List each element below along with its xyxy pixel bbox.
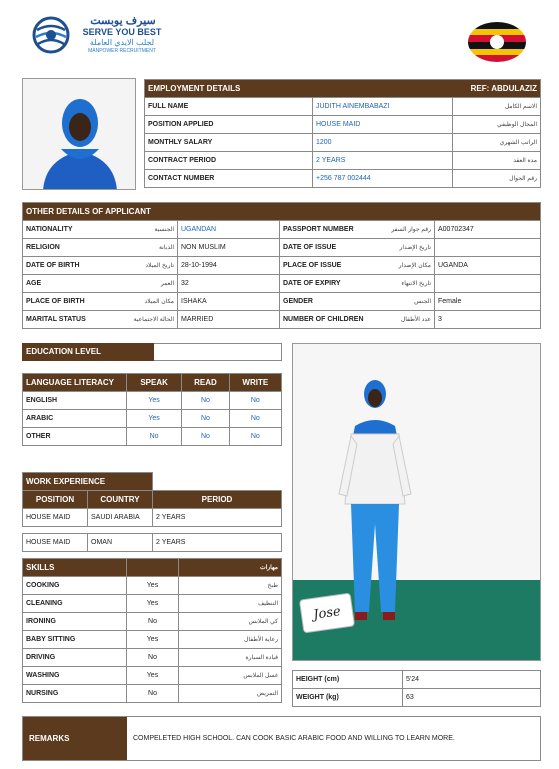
other-details-title: OTHER DETAILS OF APPLICANT [23,203,541,221]
remarks-text: COMPELETED HIGH SCHOOL. CAN COOK BASIC ARABIC FOOD AND WILLING TO LEARN MORE. [133,735,455,742]
globe-logo-icon [32,16,70,54]
table-row: HEIGHT (cm) 5'24 [293,671,541,689]
table-row: HOUSE MAID OMAN 2 YEARS [23,534,282,552]
skills-title: SKILLS [23,559,127,577]
table-row: HOUSE MAID SAUDI ARABIA 2 YEARS [23,509,282,527]
remarks-label: REMARKS [23,717,127,760]
table-row: NATIONALITY الجنسية UGANDAN PASSPORT NUMBER رقم جواز السفر A00702347 [23,221,541,239]
work-experience-table: WORK EXPERIENCE POSITION COUNTRY PERIOD HOUSE MAID SAUDI ARABIA 2 YEARS [22,472,282,527]
table-row: RELIGION الديانة NON MUSLIM DATE OF ISSUE تاريخ الإصدار [23,239,541,257]
table-row: FULL NAME JUDITH AINEMBABAZI الاسم الكامل [145,98,541,116]
table-row: IRONING No كي الملابس [23,613,282,631]
table-row: POSITION APPLIED HOUSE MAID المجال الوظيفي [145,116,541,134]
table-row: CONTRACT PERIOD 2 YEARS مدة العقد [145,152,541,170]
table-row: BABY SITTING Yes رعاية الأطفال [23,631,282,649]
table-row: COOKING Yes طبخ [23,577,282,595]
table-row: ENGLISH Yes No No [23,392,282,410]
employment-title: EMPLOYMENT DETAILS [145,80,453,98]
table-row: PLACE OF BIRTH مكان الميلاد ISHAKA GENDER الجنس Female [23,293,541,311]
table-row: OTHER No No No [23,428,282,446]
table-row: MONTHLY SALARY 1200 الراتب الشهري [145,134,541,152]
employment-table [144,79,541,188]
table-row: WASHING Yes غسل الملابس [23,667,282,685]
table-row: AGE العمر 32 DATE OF EXPIRY تاريخ الانتهاء [23,275,541,293]
work-experience-table-2 [22,533,282,552]
education-level-title: EDUCATION LEVEL [22,343,154,361]
full-body-photo [292,343,541,661]
brand-sub-ar: لجلب الايدي العاملة [89,38,155,47]
portrait-photo [22,78,136,190]
table-row: CLEANING Yes التنظيف [23,595,282,613]
brand-name-ar: سيرف يوبست [90,15,156,27]
uganda-flag-icon [468,22,526,62]
table-row: WEIGHT (kg) 63 [293,689,541,707]
brand-sub-en: MANPOWER RECRUITMENT [88,48,156,54]
table-row: DRIVING No قيادة السيارة [23,649,282,667]
table-row: CONTACT NUMBER +256 787 002444 رقم الجوال [145,170,541,188]
brand-name-en: SERVE YOU BEST [82,27,162,37]
table-row: NURSING No التمريض [23,685,282,703]
table-row: MARITAL STATUS الحالة الاجتماعية MARRIED NUMBER OF CHILDREN عدد الأطفال 3 [23,311,541,329]
other-details-table [22,202,541,329]
skills-table: SKILLS مهارات COOKING Yes طبخ CLEANING Yes التنظيف IRONING No كي الملابس BABY SITTING Yes رعاية الأطفال DRIVING No قيادة السيارة WASHING Yes غسل الملابس NURSING No التمريض [22,558,282,703]
ref-label: REF: ABDULAZIZ [453,80,541,98]
work-experience-title: WORK EXPERIENCE [23,473,153,491]
table-row: ARABIC Yes No No [23,410,282,428]
photo-caption-sign: Jose [299,593,355,634]
remarks-section [22,716,541,761]
physical-table [292,670,541,707]
company-logo [32,14,172,58]
language-table: LANGUAGE LITERACY SPEAK READ WRITE ENGLISH Yes No No ARABIC Yes No No OTHER No No No [22,373,282,446]
table-row: DATE OF BIRTH تاريخ الميلاد 28-10-1994 PLACE OF ISSUE مكان الإصدار UGANDA [23,257,541,275]
